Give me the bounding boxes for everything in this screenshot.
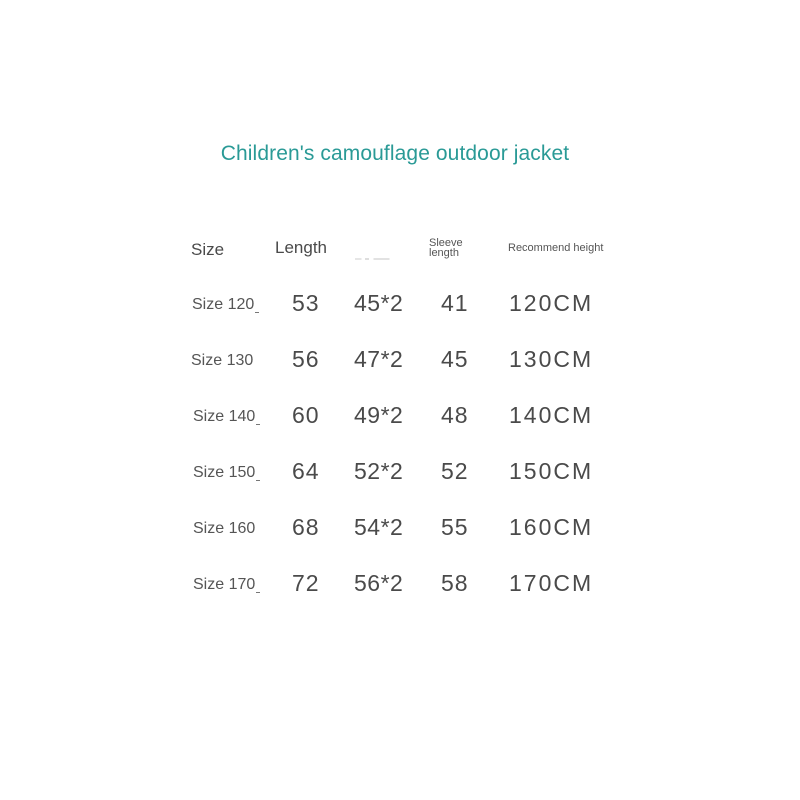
- height-cell: 150CM: [509, 458, 594, 484]
- sleeve-cell: 58: [441, 570, 469, 596]
- size-label: Size 170: [193, 576, 256, 593]
- size-cell: [192, 296, 259, 314]
- length-cell: 60: [292, 402, 320, 428]
- table-row: [0, 458, 800, 498]
- size-label: Size 120: [192, 296, 255, 313]
- chest-cell: 52*2: [354, 458, 404, 484]
- header-length: Length: [275, 238, 327, 257]
- length-cell: 53: [292, 290, 320, 316]
- sleeve-cell: 48: [441, 402, 469, 428]
- sleeve-cell: 55: [441, 514, 469, 540]
- tick-mark: [255, 312, 259, 313]
- size-cell: [191, 352, 253, 370]
- length-cell: 72: [292, 570, 320, 596]
- chest-cell: 49*2: [354, 402, 404, 428]
- size-label: Size 130: [191, 352, 254, 369]
- size-label: Size 160: [193, 520, 256, 537]
- length-cell: 64: [292, 458, 320, 484]
- height-cell: 160CM: [509, 514, 594, 540]
- header-sleeve-text: Sleeve length: [429, 237, 463, 259]
- size-label: Size 140: [193, 408, 256, 425]
- chest-cell: 56*2: [354, 570, 404, 596]
- sleeve-cell: 52: [441, 458, 469, 484]
- sleeve-cell: 45: [441, 346, 469, 372]
- size-cell: [193, 576, 260, 594]
- table-row: [0, 514, 800, 554]
- length-cell: 56: [292, 346, 320, 372]
- page-title: Children's camouflage outdoor jacket: [220, 142, 570, 165]
- obscured-label-mark: [355, 258, 401, 260]
- height-cell: 170CM: [509, 570, 594, 596]
- header-chest-obscured: [355, 241, 401, 261]
- header-size: Size: [191, 240, 225, 259]
- tick-mark: [256, 424, 260, 425]
- length-cell: 68: [292, 514, 320, 540]
- size-cell: [193, 520, 255, 538]
- size-cell: [193, 464, 260, 482]
- tick-mark: [256, 592, 260, 593]
- height-cell: 130CM: [509, 346, 594, 372]
- height-cell: 120CM: [509, 290, 594, 316]
- size-cell: [193, 408, 260, 426]
- table-row: [0, 402, 800, 442]
- size-label: Size 150: [193, 464, 256, 481]
- chest-cell: 54*2: [354, 514, 404, 540]
- table-row: [0, 570, 800, 610]
- chest-cell: 45*2: [354, 290, 404, 316]
- height-cell: 140CM: [509, 402, 594, 428]
- sleeve-cell: 41: [441, 290, 469, 316]
- header-sleeve-length: [429, 238, 473, 258]
- chest-cell: 47*2: [354, 346, 404, 372]
- header-recommend-height: Recommend height: [508, 242, 604, 254]
- table-row: [0, 290, 800, 330]
- tick-mark: [256, 480, 260, 481]
- table-row: [0, 346, 800, 386]
